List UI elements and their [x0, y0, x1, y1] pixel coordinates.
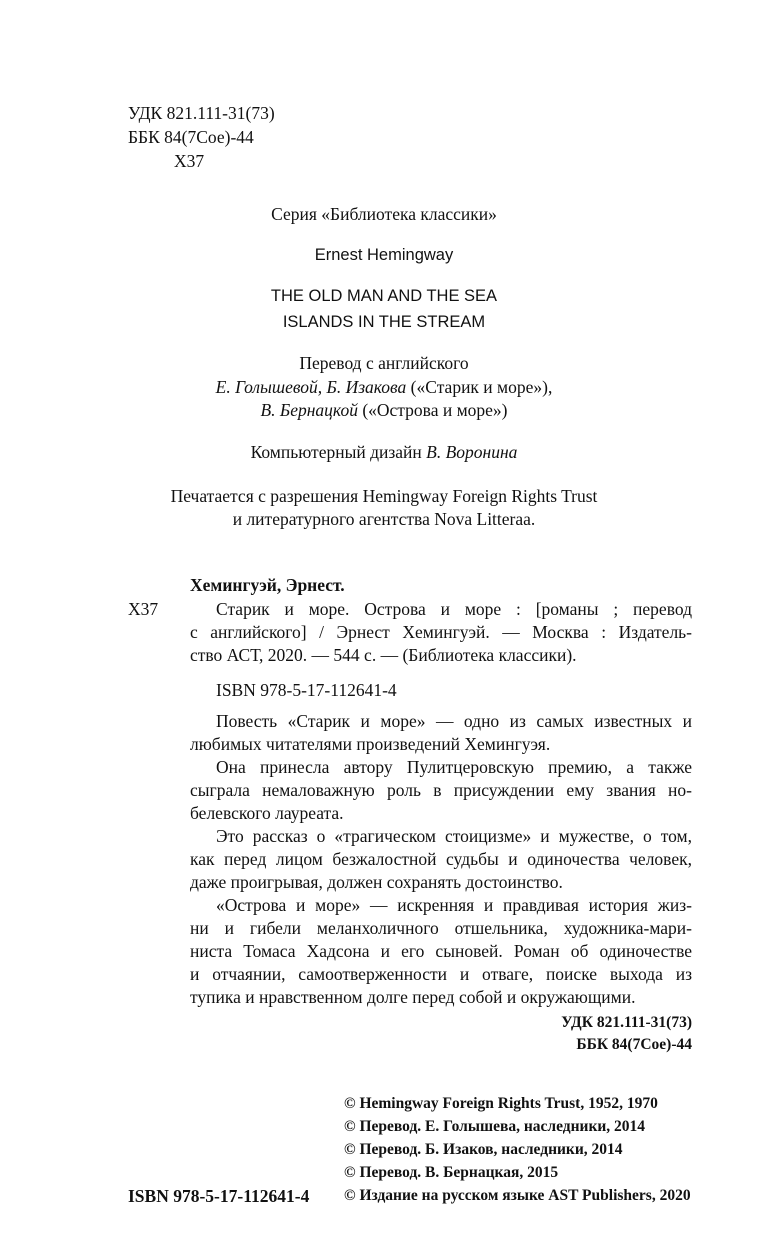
translation-heading: Перевод с английского	[299, 353, 469, 373]
copyright-line: © Перевод. В. Бернацкая, 2015	[344, 1164, 559, 1181]
annotation-line: даже проигрывая, должен сохранять достоинство.	[190, 872, 563, 892]
series-title: Серия «Библиотека классики»	[271, 204, 497, 224]
design-credit	[0, 441, 768, 463]
annotation-line: тупика и нравственном долге перед собой и окружающими.	[190, 987, 636, 1007]
copyright-line: © Перевод. Е. Голышева, наследники, 2014	[344, 1118, 646, 1135]
annotation-line: ни и гибели меланхоличного отшельника, художника-мари-	[190, 918, 692, 938]
catalog-line-1: Старик и море. Острова и море : [романы ; перевод	[216, 599, 692, 619]
catalog-line-3: ство АСТ, 2020. — 544 с. — (Библиотека классики).	[190, 645, 577, 665]
catalog-mark: Х37	[128, 599, 159, 619]
permission-line-1: Печатается с разрешения Hemingway Foreign Rights Trust	[170, 486, 598, 506]
copyright-line: © Издание на русском языке AST Publishers, 2020	[344, 1187, 691, 1204]
annotation-line: Она принесла автору Пулитцеровскую премию, а также	[216, 757, 692, 777]
udk-code-right: УДК 821.111-31(73)	[561, 1014, 692, 1031]
annotation-line: Повесть «Старик и море» — одно из самых известных и	[216, 711, 692, 731]
original-author: Ernest Hemingway	[314, 246, 454, 264]
permission-line-2: и литературного агентства Nova Litteraа.	[232, 509, 536, 529]
design-label: Компьютерный дизайн	[250, 442, 427, 462]
copyright-line: © Hemingway Foreign Rights Trust, 1952, 1970	[344, 1095, 658, 1112]
annotation-line: ниста Томаса Хадсона и его сыновей. Роман об одиночестве	[190, 941, 692, 961]
copyright-line: © Перевод. Б. Изаков, наследники, 2014	[344, 1141, 623, 1158]
bbk-code: ББК 84(7Сое)-44	[128, 127, 254, 147]
translation-credit-1	[0, 376, 768, 398]
translation-credit-2	[0, 399, 768, 421]
translation-work-1: («Старик и море»),	[406, 377, 553, 397]
translation-work-2: («Острова и море»)	[357, 400, 508, 420]
udk-code: УДК 821.111-31(73)	[128, 103, 275, 123]
annotation-line: сыграла немаловажную роль в присуждении ему звания но-	[190, 780, 692, 800]
annotation-line: Это рассказ о «трагическом стоицизме» и мужестве, о том,	[216, 826, 692, 846]
annotation-line: белевского лауреата.	[190, 803, 344, 823]
catalog-heading: Хемингуэй, Эрнест.	[190, 575, 345, 595]
bbk-code-right: ББК 84(7Сое)-44	[576, 1036, 692, 1053]
annotation-line: любимых читателями произведений Хемингуэя.	[190, 734, 551, 754]
catalog-isbn: ISBN 978-5-17-112641-4	[216, 680, 397, 700]
author-mark: Х37	[174, 151, 205, 171]
designer-name: В. Воронина	[426, 442, 518, 462]
annotation-line: «Острова и море» — искренняя и правдивая история жиз-	[216, 895, 692, 915]
original-title-2: ISLANDS IN THE STREAM	[282, 313, 486, 331]
annotation-line: как перед лицом безжалостной судьбы и одиночества человек,	[190, 849, 692, 869]
catalog-line-2: с английского] / Эрнест Хемингуэй. — Москва : Издатель-	[190, 622, 692, 642]
translators-names: Е. Голышевой, Б. Изакова	[215, 377, 407, 397]
translator-name: В. Бернацкой	[260, 400, 358, 420]
annotation-line: и отчаянии, самоотверженности и отваге, поиске выхода из	[190, 964, 692, 984]
isbn-bottom: ISBN 978-5-17-112641-4	[128, 1186, 310, 1206]
original-title-1: THE OLD MAN AND THE SEA	[270, 287, 498, 305]
